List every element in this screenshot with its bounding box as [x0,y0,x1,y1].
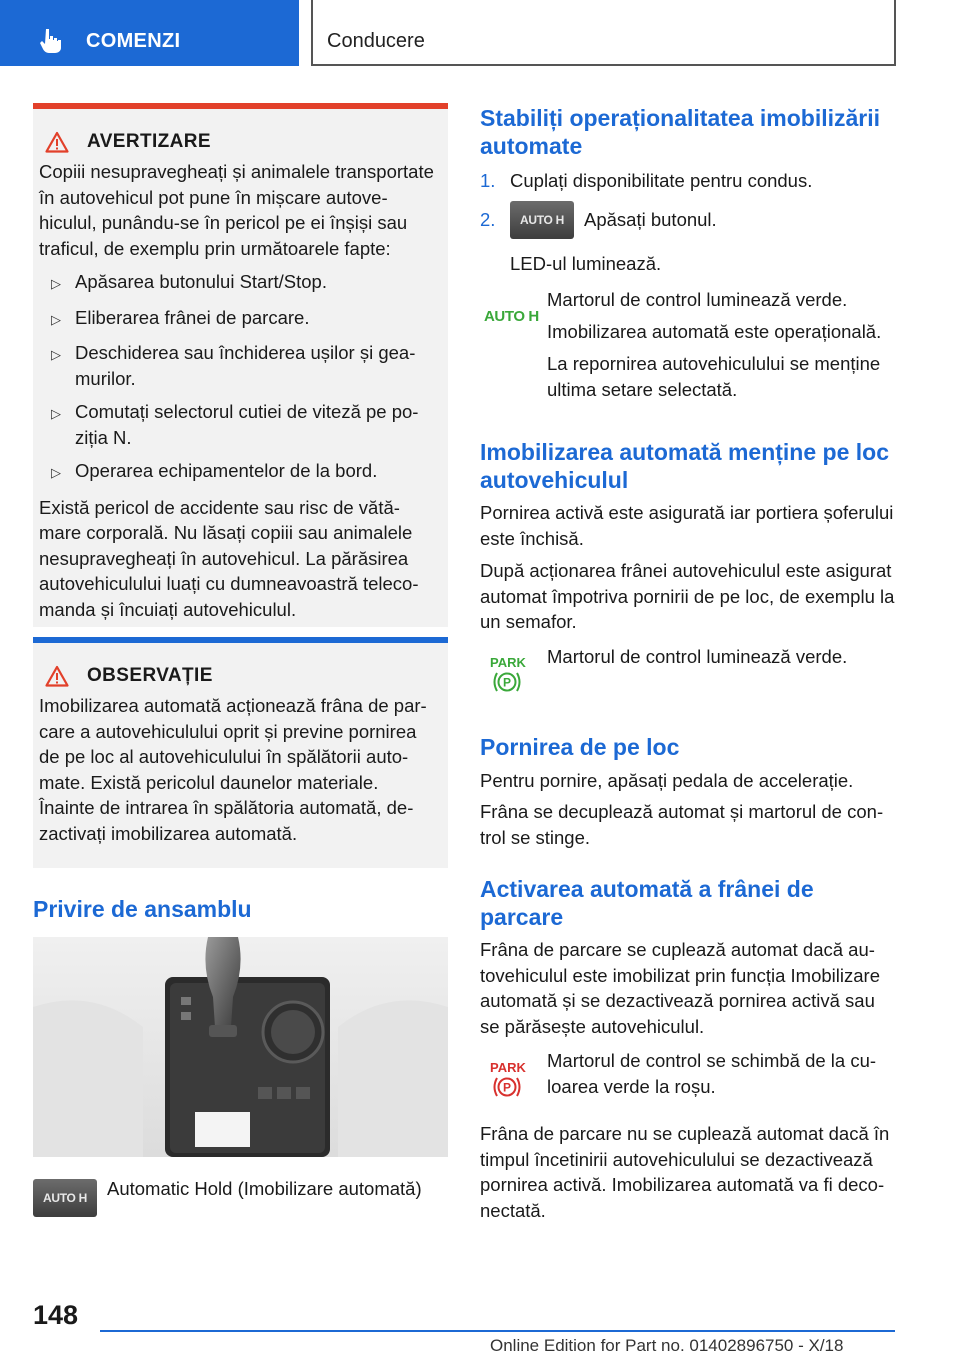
holds-heading: Imobilizarea automată menține pe loc autovehiculul [480,439,889,493]
indicator-line: Imobilizarea automată este operațională. [547,321,882,342]
holds-paragraph: După acționarea frânei autovehiculul este asigurat automat împotriva pornirii de pe loc, de exemplu la un semafor. [480,560,895,632]
warning-box [33,103,448,627]
start-paragraph: Pentru pornire, apăsați pedala de accelerație. [480,770,854,791]
note-paragraph: Imobilizarea automată acționează frâna de parcare a autovehiculului oprit și previne pornirea de pe loc al autovehiculului în spălătorii automate. Există pericolul daunelor materiale. [39,695,427,793]
park-green-indicator [490,656,524,697]
hand-pointer-icon [38,27,64,53]
bullet-triangle-icon: ▷ [51,276,61,291]
list-item [39,340,434,391]
auto-hold-caption: Automatic Hold (Imobilizare automată) [107,1178,422,1199]
auto-hold-button-small[interactable] [510,201,574,239]
park-green-label: PARK [490,655,526,670]
note-title [45,665,434,687]
svg-text:P: P [502,1080,512,1095]
warning-title [45,131,434,153]
overview-heading: Privire de ansamblu [33,896,252,922]
park-red-indicator [490,1061,524,1102]
list-item [39,305,434,333]
auto-hold-indicator-icon: AUTO H [484,308,539,325]
note-title-text: OBSERVAȚIE [87,665,213,686]
warning-triangle-icon [45,131,69,153]
step-1 [480,168,895,194]
list-item [39,458,434,486]
note-box [33,637,448,868]
park-brake-red-icon [490,1074,524,1100]
console-photo [33,937,448,1157]
step-2 [480,201,895,239]
list-item-text: Eliberarea frânei de parcare. [75,306,310,328]
section-title: Conducere [327,30,425,52]
holds-indicator-text: Martorul de control luminează verde. [547,646,848,667]
list-item [39,399,434,450]
indicator-line-text: La repornirea autovehiculului se menține ultima setare selectată. [547,353,881,400]
activation-heading: Activarea automată a frânei de parcare [480,876,814,930]
warning-intro: Copiii nesupravegheați și animalele transportate în autovehicul pot pune în mișcare autovehiculul, punându-se în pericol pe ei înșiși sau traficul, de exemplu prin următoarele fapte: [39,161,434,259]
center-console-illustration [33,937,448,1157]
step-text: Cuplați disponibilitate pentru condus. [510,170,813,191]
chapter-tab[interactable] [0,0,299,66]
activation-paragraph: Frâna de parcare se cuplează automat dacă autovehiculul este imobilizat prin funcția Imobilizare automată și se dezactivează pornirea activă sau se părăsește autovehiculul. [480,939,880,1037]
park-brake-green-icon [490,669,524,695]
chapter-tab-label: COMENZI [86,30,181,52]
step-number: 2. [480,209,496,231]
footer-divider [100,1330,895,1332]
auto-hold-button-small-label: AUTO H [510,201,574,239]
list-item-text: Apăsarea butonului Start/Stop. [75,271,327,292]
bullet-triangle-icon: ▷ [51,465,61,480]
note-paragraph: Înainte de intrarea în spălătoria automată, dezactivați imobilizarea automată. [39,797,414,844]
activation-indicator-text: Martorul de control se schimbă de la culoarea verde la roșu. [547,1050,877,1097]
step-number: 1. [480,170,496,191]
auto-hold-button-label: AUTO H [33,1179,97,1217]
section-header [311,0,896,66]
step-text: Apăsați butonul. [584,209,717,231]
led-text: LED-ul luminează. [510,253,662,274]
bullet-triangle-icon: ▷ [51,406,61,421]
warning-outro: Există pericol de accidente sau risc de vătămare corporală. Nu lăsați copiii sau animalele nesupravegheați în autovehicul. La părăsirea autovehiculului luați cu dumneavoastră telecomanda și încuiați autovehiculul. [39,496,419,620]
svg-text:P: P [502,675,512,690]
activation-paragraph: Frâna de parcare nu se cuplează automat dacă în timpul încetinirii autovehiculului se dezactivează pornirea activă. Imobilizarea automată va fi deconectată. [480,1123,890,1221]
holds-paragraph: Pornirea activă este asigurată iar portiera șoferului este închisă. [480,502,894,549]
list-item-text: Operarea echipamentelor de la bord. [75,460,378,481]
edition-note: Online Edition for Part no. 01402896750 - X/18 [490,1336,844,1355]
page-number: 148 [33,1300,79,1330]
bullet-triangle-icon: ▷ [51,347,61,362]
start-paragraph: Frâna se decuplează automat și martorul de control se stinge. [480,801,884,848]
list-item-text: Deschiderea sau închiderea ușilor și geamurilor. [75,342,416,389]
auto-hold-button[interactable] [33,1179,97,1217]
warning-title-text: AVERTIZARE [87,131,211,152]
note-triangle-icon [45,665,69,687]
list-item [39,269,434,297]
indicator-line: Martorul de control luminează verde. [547,289,848,310]
start-heading: Pornirea de pe loc [480,734,680,760]
list-item-text: Comutați selectorul cutiei de viteză pe poziția N. [75,401,419,448]
page-header [0,0,960,66]
park-red-label: PARK [490,1060,526,1075]
establish-heading: Stabiliți operaționalitatea imobilizării automate [480,105,881,159]
indicator-line [547,351,895,400]
bullet-triangle-icon: ▷ [51,311,61,327]
